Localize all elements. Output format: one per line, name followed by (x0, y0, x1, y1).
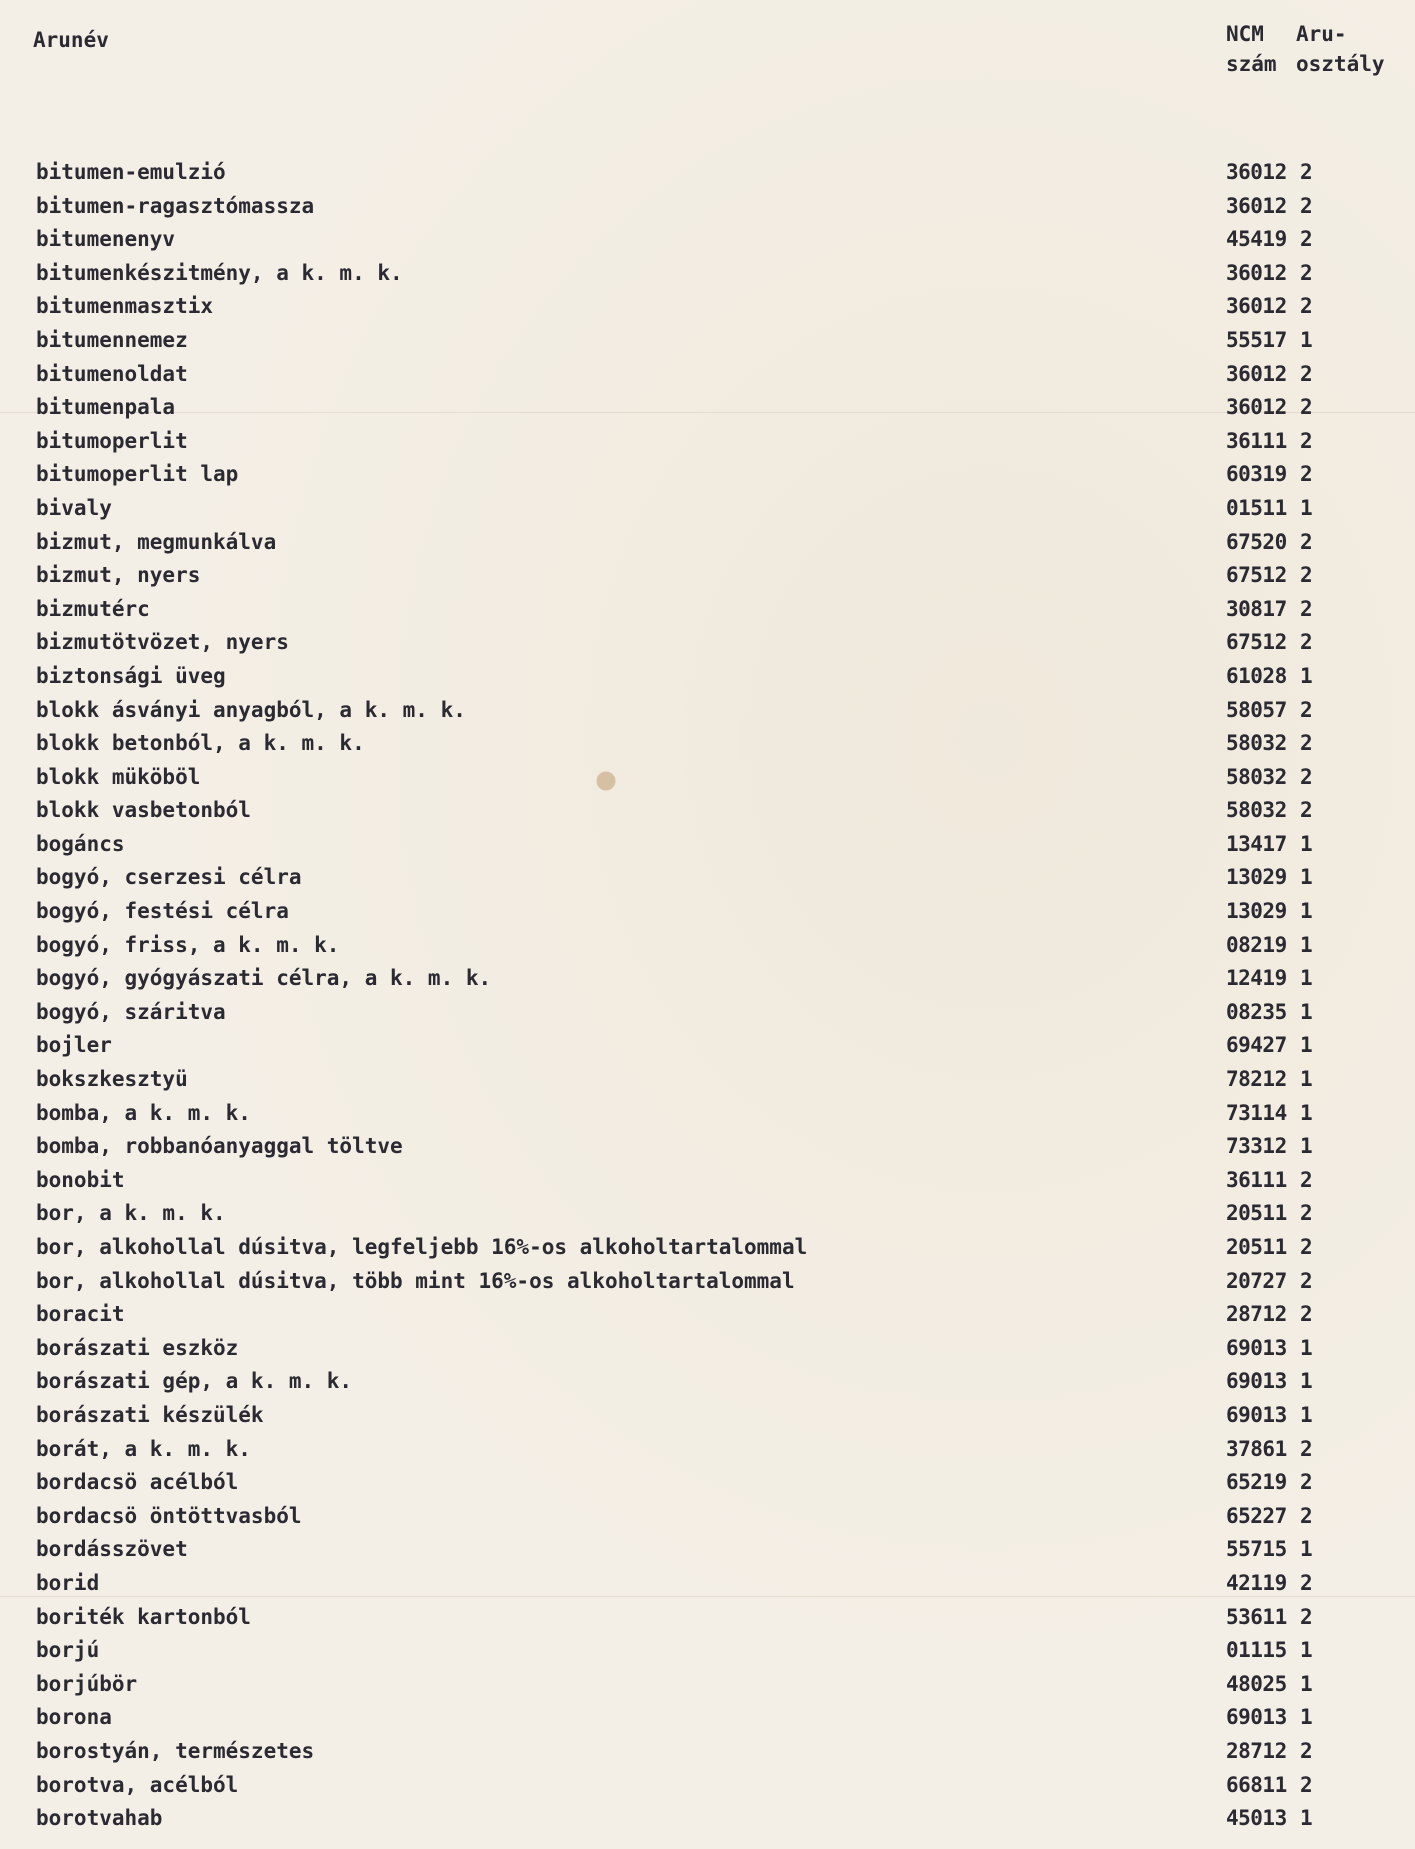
ncm-number: 45419 (1226, 227, 1287, 252)
item-name: bordásszövet (36, 1537, 188, 1562)
item-name: bor, a k. m. k. (36, 1201, 226, 1226)
table-row (0, 1097, 1415, 1131)
ncm-number: 01115 (1226, 1638, 1287, 1663)
header-ncm-line1: NCM (1226, 22, 1264, 46)
goods-class: 2 (1300, 1570, 1313, 1595)
item-name: bor, alkohollal dúsitva, több mint 16%-os alkoholtartalommal (36, 1268, 795, 1293)
goods-class: 1 (1300, 1033, 1313, 1058)
goods-class: 1 (1300, 865, 1313, 890)
goods-class: 2 (1300, 596, 1313, 621)
ncm-number: 28712 (1226, 1302, 1287, 1327)
item-name: blokk müköböl (36, 764, 201, 789)
ncm-number: 36012 (1226, 160, 1287, 184)
table-row (0, 929, 1415, 963)
item-name: bor, alkohollal dúsitva, legfeljebb 16%-os alkoholtartalommal (36, 1235, 808, 1259)
ncm-number: 69013 (1226, 1335, 1287, 1360)
table-row (0, 694, 1415, 728)
goods-class: 1 (1300, 1806, 1313, 1831)
item-list (0, 156, 1415, 1836)
table-row (0, 1601, 1415, 1635)
table-row (0, 492, 1415, 526)
ncm-number: 48025 (1226, 1671, 1287, 1696)
goods-class: 2 (1300, 1470, 1313, 1495)
table-row (0, 962, 1415, 996)
table-row (0, 526, 1415, 560)
goods-class: 2 (1300, 462, 1313, 487)
goods-class: 1 (1300, 1100, 1313, 1125)
ncm-number: 12419 (1226, 966, 1287, 991)
table-row (0, 1433, 1415, 1467)
table-row (0, 1668, 1415, 1702)
ncm-number: 37861 (1226, 1436, 1287, 1461)
item-name: bomba, a k. m. k. (36, 1100, 251, 1125)
ncm-number: 45013 (1226, 1806, 1287, 1831)
goods-class: 2 (1300, 1235, 1313, 1259)
goods-class: 2 (1300, 697, 1313, 722)
item-name: bogyó, festési célra (36, 899, 289, 924)
ncm-number: 20511 (1226, 1201, 1287, 1226)
ncm-number: 08219 (1226, 932, 1287, 957)
goods-class: 2 (1300, 563, 1313, 588)
table-row (0, 458, 1415, 492)
table-row (0, 1500, 1415, 1534)
ncm-number: 73312 (1226, 1134, 1287, 1159)
goods-class: 1 (1300, 932, 1313, 957)
item-name: bitumennemez (36, 327, 188, 352)
header-class-line1: Aru- (1296, 22, 1347, 46)
ncm-number: 67520 (1226, 529, 1287, 554)
item-name: bitumenenyv (36, 227, 176, 252)
item-name: borid (36, 1570, 100, 1595)
ncm-number: 13417 (1226, 831, 1287, 856)
ncm-number: 73114 (1226, 1100, 1287, 1125)
ncm-number: 53611 (1226, 1604, 1287, 1629)
table-row (0, 324, 1415, 358)
table-row (0, 1298, 1415, 1332)
goods-class: 2 (1300, 630, 1313, 655)
ncm-number: 66811 (1226, 1772, 1287, 1797)
item-name: bizmutérc (36, 596, 150, 621)
item-name: blokk ásványi anyagból, a k. m. k. (36, 697, 466, 722)
item-name: bogyó, friss, a k. m. k. (36, 932, 340, 957)
goods-class: 1 (1300, 327, 1313, 352)
item-name: borostyán, természetes (36, 1738, 315, 1763)
ncm-number: 36012 (1226, 395, 1287, 420)
table-row (0, 391, 1415, 425)
item-name: bitumen-emulzió (36, 160, 226, 184)
table-row (0, 1466, 1415, 1500)
goods-class: 2 (1300, 1302, 1313, 1327)
item-name: borjúbör (36, 1671, 138, 1696)
table-row (0, 223, 1415, 257)
goods-class: 1 (1300, 1335, 1313, 1360)
ncm-number: 36012 (1226, 294, 1287, 319)
ncm-number: 36012 (1226, 361, 1287, 386)
item-name: bonobit (36, 1167, 125, 1192)
goods-class: 2 (1300, 294, 1313, 319)
header-class-line2: osztály (1296, 52, 1385, 76)
goods-class: 1 (1300, 831, 1313, 856)
ncm-number: 13029 (1226, 865, 1287, 890)
item-name: borona (36, 1705, 112, 1730)
ncm-number: 60319 (1226, 462, 1287, 487)
item-name: bitumoperlit (36, 428, 188, 453)
item-name: bivaly (36, 495, 112, 520)
item-name: bitumen-ragasztómassza (36, 193, 315, 218)
ncm-number: 36012 (1226, 193, 1287, 218)
item-name: bogyó, száritva (36, 999, 226, 1024)
goods-class: 2 (1300, 1436, 1313, 1461)
header-ncm-line2: szám (1226, 52, 1277, 76)
item-name: bitumenmasztix (36, 294, 214, 319)
goods-class: 2 (1300, 1167, 1313, 1192)
ncm-number: 55715 (1226, 1537, 1287, 1562)
goods-class: 2 (1300, 160, 1313, 184)
goods-class: 1 (1300, 1402, 1313, 1427)
table-row (0, 895, 1415, 929)
table-row (0, 1365, 1415, 1399)
table-row (0, 290, 1415, 324)
ncm-number: 13029 (1226, 899, 1287, 924)
ncm-number: 61028 (1226, 663, 1287, 688)
table-row (0, 1769, 1415, 1803)
item-name: bizmut, nyers (36, 563, 201, 588)
ncm-number: 01511 (1226, 495, 1287, 520)
ncm-number: 65227 (1226, 1503, 1287, 1528)
item-name: bogyó, cserzesi célra (36, 865, 302, 890)
goods-class: 2 (1300, 529, 1313, 554)
ncm-number: 30817 (1226, 596, 1287, 621)
goods-class: 2 (1300, 1738, 1313, 1763)
table-row (0, 1164, 1415, 1198)
item-name: bitumenkészitmény, a k. m. k. (36, 260, 403, 285)
goods-class: 2 (1300, 395, 1313, 420)
item-name: borát, a k. m. k. (36, 1436, 251, 1461)
table-row (0, 425, 1415, 459)
table-row (0, 1701, 1415, 1735)
goods-class: 2 (1300, 1201, 1313, 1226)
item-name: borászati készülék (36, 1402, 264, 1427)
table-row (0, 1063, 1415, 1097)
goods-class: 2 (1300, 1268, 1313, 1293)
ncm-number: 65219 (1226, 1470, 1287, 1495)
goods-class: 2 (1300, 1503, 1313, 1528)
item-name: bojler (36, 1033, 112, 1058)
table-row (0, 257, 1415, 291)
item-name: borotvahab (36, 1806, 163, 1831)
item-name: bokszkesztyü (36, 1067, 188, 1092)
table-row (0, 660, 1415, 694)
goods-class: 1 (1300, 1705, 1313, 1730)
item-name: borotva, acélból (36, 1772, 239, 1797)
item-name: boracit (36, 1302, 125, 1327)
table-row (0, 1197, 1415, 1231)
table-row (0, 593, 1415, 627)
table-row (0, 727, 1415, 761)
table-row (0, 156, 1415, 190)
goods-class: 2 (1300, 1772, 1313, 1797)
goods-class: 2 (1300, 361, 1313, 386)
item-name: bogyó, gyógyászati célra, a k. m. k. (36, 966, 492, 991)
ncm-number: 55517 (1226, 327, 1287, 352)
item-name: bitumenoldat (36, 361, 188, 386)
table-row (0, 1332, 1415, 1366)
goods-class: 1 (1300, 495, 1313, 520)
item-name: bizmut, megmunkálva (36, 529, 277, 554)
goods-class: 2 (1300, 193, 1313, 218)
table-row (0, 1533, 1415, 1567)
ncm-number: 42119 (1226, 1570, 1287, 1595)
table-row (0, 1735, 1415, 1769)
item-name: borjú (36, 1638, 100, 1663)
header-item-name: Arunév (33, 28, 109, 52)
goods-class: 1 (1300, 663, 1313, 688)
table-row (0, 559, 1415, 593)
goods-class: 1 (1300, 966, 1313, 991)
table-row (0, 1399, 1415, 1433)
table-row (0, 861, 1415, 895)
ncm-number: 20511 (1226, 1235, 1287, 1259)
table-row (0, 996, 1415, 1030)
table-row (0, 358, 1415, 392)
table-row (0, 1130, 1415, 1164)
item-name: bordacsö acélból (36, 1470, 239, 1495)
goods-class: 1 (1300, 1067, 1313, 1092)
ncm-number: 58032 (1226, 764, 1287, 789)
ncm-number: 69013 (1226, 1402, 1287, 1427)
goods-class: 2 (1300, 731, 1313, 756)
table-row (0, 1802, 1415, 1836)
table-row (0, 1634, 1415, 1668)
goods-class: 1 (1300, 1369, 1313, 1394)
goods-class: 1 (1300, 1537, 1313, 1562)
goods-class: 1 (1300, 1638, 1313, 1663)
goods-class: 2 (1300, 260, 1313, 285)
table-row (0, 761, 1415, 795)
table-header (0, 22, 1415, 82)
item-name: blokk betonból, a k. m. k. (36, 731, 365, 756)
item-name: biztonsági üveg (36, 663, 226, 688)
ncm-number: 58032 (1226, 798, 1287, 823)
ncm-number: 08235 (1226, 999, 1287, 1024)
table-row (0, 1029, 1415, 1063)
item-name: bomba, robbanóanyaggal töltve (36, 1134, 403, 1159)
table-row (0, 1265, 1415, 1299)
item-name: bogáncs (36, 831, 125, 856)
item-name: borászati eszköz (36, 1335, 239, 1360)
goods-class: 2 (1300, 764, 1313, 789)
ncm-number: 67512 (1226, 630, 1287, 655)
table-row (0, 1231, 1415, 1265)
ncm-number: 69427 (1226, 1033, 1287, 1058)
item-name: bitumoperlit lap (36, 462, 239, 487)
goods-class: 2 (1300, 227, 1313, 252)
item-name: borászati gép, a k. m. k. (36, 1369, 353, 1394)
ncm-number: 69013 (1226, 1705, 1287, 1730)
ncm-number: 78212 (1226, 1067, 1287, 1092)
ncm-number: 36111 (1226, 428, 1287, 453)
ncm-number: 36012 (1226, 260, 1287, 285)
ncm-number: 28712 (1226, 1738, 1287, 1763)
ncm-number: 36111 (1226, 1167, 1287, 1192)
goods-class: 2 (1300, 798, 1313, 823)
ncm-number: 58032 (1226, 731, 1287, 756)
table-row (0, 794, 1415, 828)
table-row (0, 190, 1415, 224)
item-name: bitumenpala (36, 395, 176, 420)
goods-class: 1 (1300, 999, 1313, 1024)
ncm-number: 20727 (1226, 1268, 1287, 1293)
item-name: bizmutötvözet, nyers (36, 630, 289, 655)
ncm-number: 69013 (1226, 1369, 1287, 1394)
item-name: blokk vasbetonból (36, 798, 251, 823)
goods-class: 1 (1300, 1671, 1313, 1696)
table-row (0, 626, 1415, 660)
item-name: boriték kartonból (36, 1604, 251, 1629)
goods-class: 2 (1300, 428, 1313, 453)
table-row (0, 1567, 1415, 1601)
item-name: bordacsö öntöttvasból (36, 1503, 302, 1528)
table-row (0, 828, 1415, 862)
goods-class: 1 (1300, 899, 1313, 924)
ncm-number: 58057 (1226, 697, 1287, 722)
ncm-number: 67512 (1226, 563, 1287, 588)
goods-class: 2 (1300, 1604, 1313, 1629)
goods-class: 1 (1300, 1134, 1313, 1159)
